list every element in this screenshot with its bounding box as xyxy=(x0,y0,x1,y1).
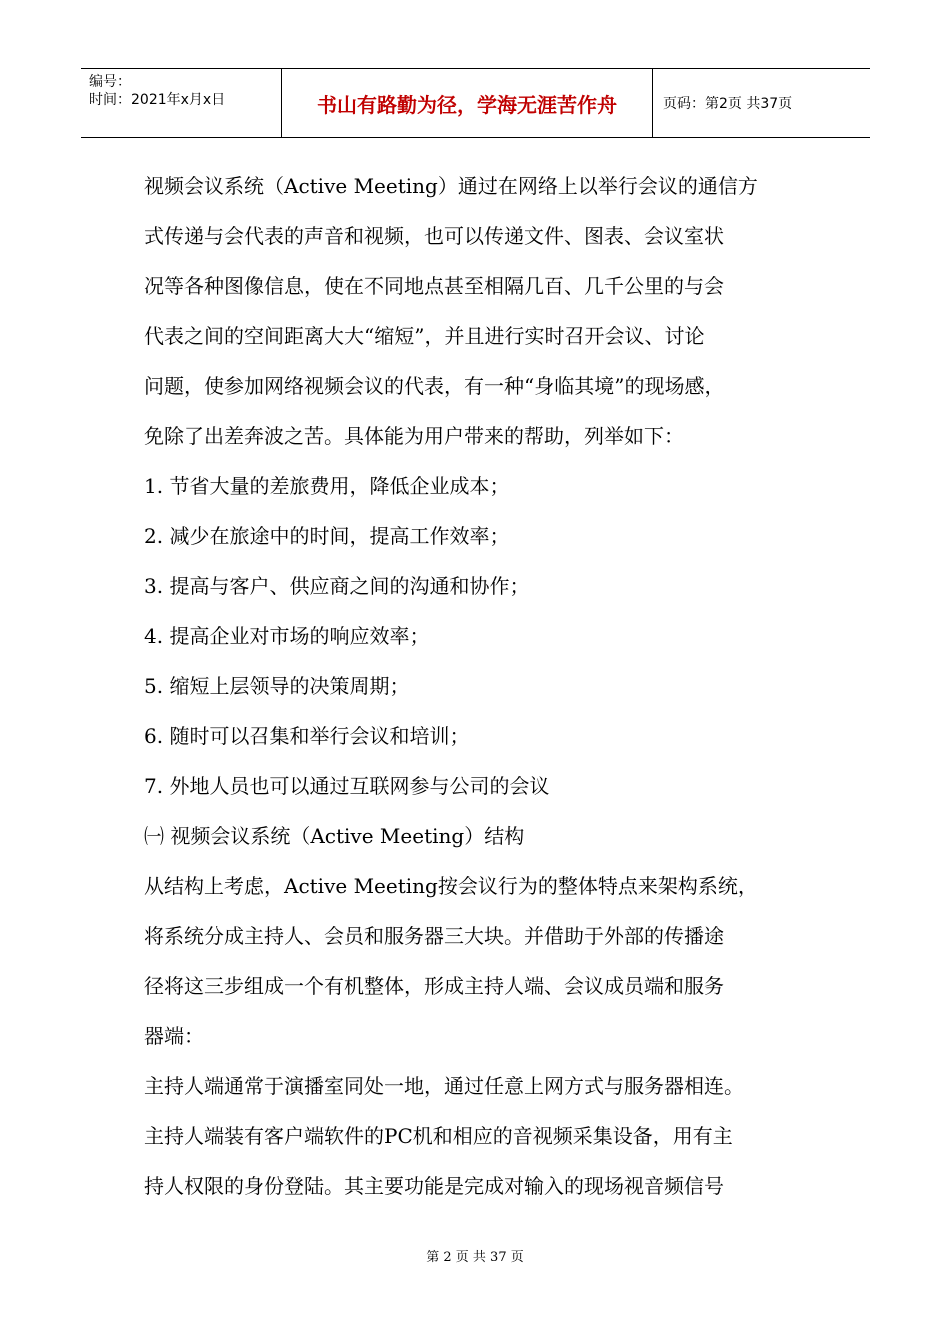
body-line: 视频会议系统（Active Meeting）通过在网络上以举行会议的通信方 xyxy=(144,174,758,198)
page-footer: 第 2 页 共 37 页 xyxy=(426,1250,524,1265)
header-page-info: 页码：第2页 共37页 xyxy=(663,96,793,112)
list-item: 2. 减少在旅途中的时间，提高工作效率； xyxy=(144,524,510,548)
list-item: 4. 提高企业对市场的响应效率； xyxy=(144,624,430,648)
list-item: 3. 提高与客户、供应商之间的沟通和协作； xyxy=(144,574,530,598)
document-body xyxy=(144,161,844,1211)
list-item: 6. 随时可以召集和举行会议和培训； xyxy=(144,724,470,748)
body-line: 况等各种图像信息，使在不同地点甚至相隔几百、几千公里的与会 xyxy=(144,274,724,298)
header-motto: 书山有路勤为径，学海无涯苦作舟 xyxy=(281,69,653,137)
body-line: 免除了出差奔波之苦。具体能为用户带来的帮助，列举如下： xyxy=(144,424,684,448)
body-line: 径将这三步组成一个有机整体，形成主持人端、会议成员端和服务 xyxy=(144,974,724,998)
header-time-label: 时间：2021年x月x日 xyxy=(89,92,226,108)
body-line: 器端： xyxy=(144,1024,204,1048)
page-header xyxy=(81,68,870,138)
body-line: 主持人端通常于演播室同处一地，通过任意上网方式与服务器相连。 xyxy=(144,1074,744,1098)
list-item: 7. 外地人员也可以通过互联网参与公司的会议 xyxy=(144,774,550,798)
body-line: 持人权限的身份登陆。其主要功能是完成对输入的现场视音频信号 xyxy=(144,1174,724,1198)
section-heading: ㈠ 视频会议系统（Active Meeting）结构 xyxy=(144,824,525,848)
header-meta xyxy=(81,69,281,137)
body-line: 将系统分成主持人、会员和服务器三大块。并借助于外部的传播途 xyxy=(144,924,724,948)
list-item: 1. 节省大量的差旅费用，降低企业成本； xyxy=(144,474,510,498)
body-line: 主持人端装有客户端软件的PC机和相应的音视频采集设备，用有主 xyxy=(144,1124,733,1148)
body-line: 代表之间的空间距离大大“缩短”，并且进行实时召开会议、讨论 xyxy=(144,324,705,348)
body-line: 从结构上考虑，Active Meeting按会议行为的整体特点来架构系统， xyxy=(144,874,758,898)
body-line: 式传递与会代表的声音和视频，也可以传递文件、图表、会议室状 xyxy=(144,224,724,248)
body-line: 问题，使参加网络视频会议的代表，有一种“身临其境”的现场感， xyxy=(144,374,725,398)
header-number-label: 编号： xyxy=(89,74,131,90)
list-item: 5. 缩短上层领导的决策周期； xyxy=(144,674,410,698)
